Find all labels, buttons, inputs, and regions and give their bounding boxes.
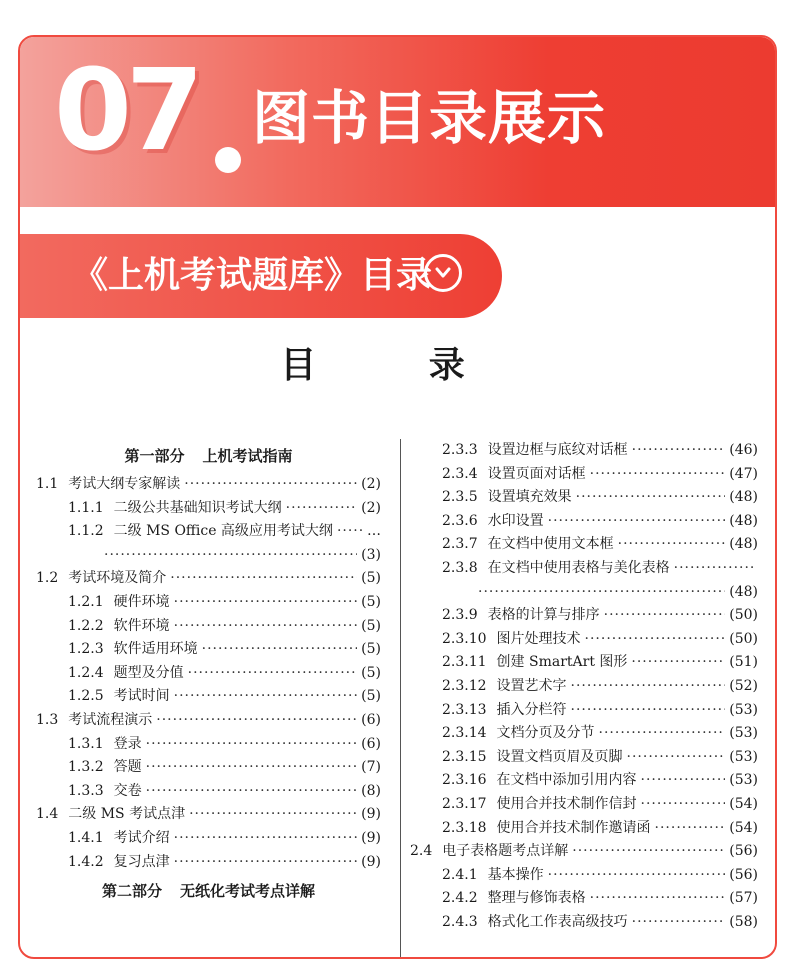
entry-title: 考试介绍 [113, 829, 170, 846]
entry-number: 2.4 [410, 843, 433, 860]
entry-page: (57) [729, 890, 758, 907]
entry-number: 2.3.4 [442, 465, 478, 482]
dot-leader [641, 793, 726, 817]
toc-entry[interactable] [410, 699, 758, 723]
toc-title: 目 录 [280, 345, 515, 386]
entry-number: 1.3.1 [68, 735, 104, 752]
entry-page: (46) [729, 442, 758, 458]
entry-page: (50) [729, 607, 758, 624]
dot-leader [572, 840, 725, 864]
toc-entry[interactable] [36, 520, 381, 544]
toc-entry[interactable] [36, 638, 381, 662]
toc-entry[interactable] [36, 567, 381, 591]
chevron-down-icon[interactable] [424, 254, 462, 292]
dot-leader [576, 486, 726, 510]
entry-title: 二级 MS Office 高级应用考试大纲 [113, 523, 333, 540]
entry-title: 二级公共基础知识考试大纲 [113, 499, 282, 516]
dot-leader [146, 780, 358, 804]
toc-entry[interactable] [410, 887, 758, 911]
entry-title: 电子表格题考点详解 [442, 843, 569, 860]
entry-number: 1.2 [36, 570, 59, 587]
toc-entry[interactable] [36, 591, 381, 615]
entry-page: (6) [361, 735, 381, 752]
entry-page: (5) [361, 664, 381, 681]
entry-page: (8) [361, 782, 381, 799]
entry-number: 1.4 [36, 806, 59, 823]
toc-entry[interactable] [410, 840, 758, 864]
subheading-text: 《上机考试题库》目录 [72, 255, 433, 296]
toc-entry[interactable] [410, 628, 758, 652]
entry-number: 2.3.14 [442, 725, 487, 742]
entry-number: 1.3.3 [68, 782, 104, 799]
entry-title: 设置艺术字 [496, 677, 567, 694]
dot-leader [189, 803, 357, 827]
entry-number: 2.4.3 [442, 913, 478, 930]
entry-number: 1.2.3 [68, 641, 104, 658]
toc-entry[interactable] [410, 651, 758, 675]
entry-page: (48) [729, 536, 758, 553]
toc-entry[interactable] [36, 827, 381, 851]
entry-title: 设置页面对话框 [487, 465, 586, 482]
dot-leader [632, 911, 726, 935]
entry-title: 水印设置 [487, 512, 544, 529]
entry-page: (53) [729, 701, 758, 718]
entry-title: 软件环境 [113, 617, 170, 634]
entry-title: 考试流程演示 [68, 711, 153, 728]
dot-leader [641, 769, 726, 793]
entry-page: (56) [729, 843, 758, 860]
dot-leader [188, 662, 358, 686]
entry-title: 文档分页及分节 [496, 725, 595, 742]
entry-page: (9) [361, 806, 381, 823]
toc-entry[interactable] [36, 662, 381, 686]
dot-leader [590, 463, 726, 487]
dot-leader [571, 699, 726, 723]
entry-page: (9) [361, 853, 381, 870]
entry-title: 使用合并技术制作邀请函 [496, 819, 651, 836]
toc-entry[interactable] [36, 756, 381, 780]
toc-right-column [410, 439, 758, 934]
toc-entry[interactable] [410, 769, 758, 793]
entry-title: 基本操作 [487, 866, 544, 883]
dot-leader [170, 567, 357, 591]
entry-title: 图片处理技术 [496, 630, 581, 647]
entry-title: 登录 [113, 735, 142, 752]
dot-leader [156, 709, 357, 733]
entry-number: 1.2.5 [68, 688, 104, 705]
toc-continuation[interactable] [36, 544, 381, 568]
dot-leader [599, 722, 726, 746]
entry-number: 2.3.16 [442, 772, 487, 789]
toc-entry[interactable] [36, 803, 381, 827]
entry-number: 2.3.17 [442, 795, 487, 812]
entry-title: 考试环境及简介 [68, 570, 167, 587]
entry-page: (5) [361, 617, 381, 634]
dot-leader [286, 497, 358, 521]
toc-entry[interactable] [36, 685, 381, 709]
entry-title: 答题 [113, 759, 142, 776]
entry-title: 考试时间 [113, 688, 170, 705]
entry-page: (47) [729, 465, 758, 482]
dot-leader [590, 887, 726, 911]
entry-number: 1.1 [36, 476, 59, 492]
entry-title: 在文档中添加引用内容 [496, 772, 637, 789]
entry-page: (48) [729, 489, 758, 506]
dot-leader [174, 591, 358, 615]
entry-number: 1.1.1 [68, 499, 104, 516]
toc-entry[interactable] [410, 864, 758, 888]
toc-entry[interactable] [410, 463, 758, 487]
entry-title: 复习点津 [113, 853, 170, 870]
subheading-pill[interactable] [20, 234, 502, 318]
dot-leader [548, 864, 726, 888]
entry-number: 2.3.9 [442, 607, 478, 624]
toc-entry[interactable] [410, 557, 758, 581]
entry-title: 整理与修饰表格 [487, 890, 586, 907]
dot-leader [627, 746, 726, 770]
dot-leader [174, 685, 358, 709]
part-number: 第一部分 [124, 447, 185, 465]
toc-entry[interactable] [36, 473, 381, 497]
dot-leader [146, 756, 358, 780]
entry-page: (51) [729, 654, 758, 671]
entry-page: (50) [729, 630, 758, 647]
entry-number: 1.4.1 [68, 829, 104, 846]
entry-page: (2) [361, 476, 381, 492]
toc-entry[interactable] [410, 746, 758, 770]
part-label: 上机考试指南 [202, 447, 293, 465]
entry-number: 2.3.7 [442, 536, 478, 553]
entry-title: 使用合并技术制作信封 [496, 795, 637, 812]
entry-page: (58) [729, 913, 758, 930]
entry-page: (48) [729, 512, 758, 529]
toc-entry[interactable] [36, 497, 381, 521]
entry-title: 在文档中使用文本框 [487, 536, 614, 553]
toc-entry[interactable] [36, 851, 381, 875]
entry-page: (53) [729, 748, 758, 765]
dot-leader [174, 827, 358, 851]
dot-leader [655, 817, 726, 841]
dot-leader [618, 533, 726, 557]
dot-leader [184, 473, 357, 497]
entry-title: 插入分栏符 [496, 701, 567, 718]
entry-number: 2.4.2 [442, 890, 478, 907]
entry-number: 2.3.8 [442, 559, 478, 576]
entry-page: (9) [361, 829, 381, 846]
entry-number: 2.3.12 [442, 677, 487, 694]
entry-page: (5) [361, 688, 381, 705]
entry-number: 2.3.18 [442, 819, 487, 836]
dot-leader [674, 557, 754, 581]
dot-leader [478, 581, 725, 605]
dot-leader [604, 604, 726, 628]
header-banner [20, 37, 775, 207]
entry-page: … [367, 523, 381, 540]
entry-page: (3) [361, 546, 381, 563]
dot-leader [174, 615, 358, 639]
toc-entry[interactable] [410, 793, 758, 817]
entry-page: (5) [361, 593, 381, 610]
toc-entry[interactable] [410, 486, 758, 510]
entry-number: 1.2.1 [68, 593, 104, 610]
toc-continuation[interactable] [410, 581, 758, 605]
toc-entry[interactable] [36, 709, 381, 733]
dot-leader [631, 651, 725, 675]
entry-title: 设置填充效果 [487, 489, 572, 506]
entry-number: 1.2.2 [68, 617, 104, 634]
entry-title: 交卷 [113, 782, 142, 799]
entry-number: 1.1.2 [68, 523, 104, 540]
entry-title: 格式化工作表高级技巧 [487, 913, 628, 930]
dot-leader [548, 510, 726, 534]
entry-number: 2.3.10 [442, 630, 487, 647]
toc-entry[interactable] [410, 439, 758, 463]
toc-entry[interactable] [410, 510, 758, 534]
column-divider [400, 439, 401, 959]
dot-leader [632, 439, 726, 463]
toc-entry[interactable] [410, 722, 758, 746]
dot-leader [585, 628, 726, 652]
entry-page: (7) [361, 759, 381, 776]
entry-title: 二级 MS 考试点津 [68, 806, 186, 823]
section-number: 07 [54, 46, 198, 176]
entry-number: 1.3.2 [68, 759, 104, 776]
entry-page: (5) [361, 641, 381, 658]
entry-title: 硬件环境 [113, 593, 170, 610]
part-number: 第二部分 [101, 882, 162, 901]
dot-leader [146, 733, 358, 757]
entry-title: 设置文档页眉及页脚 [496, 748, 623, 765]
entry-number: 2.3.11 [442, 654, 487, 671]
toc-part-heading [36, 874, 381, 908]
entry-page: (6) [361, 711, 381, 728]
entry-number: 2.3.5 [442, 489, 478, 506]
entry-page: (53) [729, 772, 758, 789]
entry-number: 2.3.15 [442, 748, 487, 765]
entry-number: 2.3.3 [442, 442, 478, 458]
entry-page: (56) [729, 866, 758, 883]
entry-number: 1.2.4 [68, 664, 104, 681]
toc-card [18, 35, 777, 959]
entry-title: 软件适用环境 [113, 641, 198, 658]
dot-leader [337, 520, 363, 544]
entry-title: 表格的计算与排序 [487, 607, 600, 624]
dot-leader [174, 851, 358, 875]
entry-title: 在文档中使用表格与美化表格 [487, 559, 670, 576]
toc-part-heading [36, 439, 381, 473]
entry-page: (53) [729, 725, 758, 742]
entry-page: (5) [361, 570, 381, 587]
toc-entry[interactable] [36, 615, 381, 639]
entry-page: (2) [361, 499, 381, 516]
toc-entry[interactable] [410, 675, 758, 699]
dot-leader [104, 544, 357, 568]
section-dot [215, 147, 241, 173]
entry-title: 设置边框与底纹对话框 [487, 442, 628, 458]
dot-leader [571, 675, 726, 699]
entry-page: (54) [729, 795, 758, 812]
entry-page: (48) [729, 583, 758, 600]
toc-entry[interactable] [410, 604, 758, 628]
part-label: 无纸化考试考点详解 [180, 882, 316, 901]
entry-title: 创建 SmartArt 图形 [496, 654, 628, 671]
entry-number: 2.3.13 [442, 701, 487, 718]
toc-entry[interactable] [410, 533, 758, 557]
toc-entry[interactable] [410, 817, 758, 841]
entry-page: (54) [729, 819, 758, 836]
toc-entry[interactable] [36, 733, 381, 757]
banner-title: 图书目录展示 [252, 84, 607, 152]
entry-number: 2.4.1 [442, 866, 478, 883]
dot-leader [202, 638, 358, 662]
entry-title: 题型及分值 [113, 664, 184, 681]
entry-title: 考试大纲专家解读 [68, 476, 181, 492]
entry-page: (52) [729, 677, 758, 694]
toc-left-column [36, 439, 381, 908]
entry-number: 1.4.2 [68, 853, 104, 870]
toc-entry[interactable] [410, 911, 758, 935]
entry-number: 2.3.6 [442, 512, 478, 529]
toc-entry[interactable] [36, 780, 381, 804]
entry-number: 1.3 [36, 711, 59, 728]
